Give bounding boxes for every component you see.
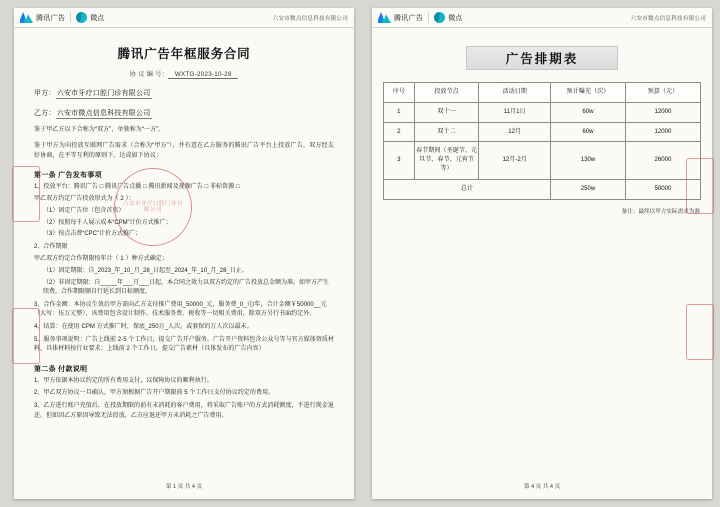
clause-item: （1）固定期限：自_2023_年_10_月_28_日起至_2024_年_10_月_28_日止。 <box>43 268 248 275</box>
col-header-budget: 预算（元） <box>625 83 700 103</box>
cell-budget: 12000 <box>625 102 700 122</box>
edge-seal-right-bottom <box>686 304 714 360</box>
header-company-name: 六安市微点信息科技有限公司 <box>630 15 706 22</box>
schedule-body <box>372 28 712 499</box>
party-a-label: 甲方： <box>34 90 56 97</box>
cell-budget: 26000 <box>625 142 700 179</box>
tencent-ads-label: 腾讯广告 <box>394 14 424 22</box>
clause-item: （3）按点击费“CPC”计价方式推广； <box>43 231 142 238</box>
preamble-1: 鉴于甲乙方以下合称为“双方”，单独称为“一方”。 <box>34 127 165 133</box>
section-2-title: 第二条 付款说明 <box>34 365 88 373</box>
party-b-label: 乙方： <box>34 110 56 117</box>
schedule-page-right <box>372 8 712 499</box>
cell-index: 1 <box>384 102 415 122</box>
cell-exposure: 60w <box>550 102 625 122</box>
contract-page-left <box>14 8 354 499</box>
clause-item: 2、甲乙双方协议一旦确认，甲方须根据广告开户期限前 5 个工作日支付协议约定的费用。 <box>34 390 275 397</box>
schedule-table <box>383 82 701 200</box>
page-title: 腾讯广告年框服务合同 <box>117 47 251 61</box>
clause-item: 3、乙方进行账户充值后，在投放期限的前有未消耗的客户费用，将采取广告账户的方式消耗额度，不进行现金退还。但如因乙方原因导致无法投放，乙方应退还甲方未消耗之广告费用。 <box>34 402 334 419</box>
weidian-label: 微点 <box>90 14 105 22</box>
page-footer-left: 第 1 页 共 4 页 <box>165 484 203 490</box>
agreement-number <box>34 69 334 79</box>
table-row <box>384 122 701 142</box>
clause-item: （2）按照每千人展示成本“CPM”计价方式推广； <box>43 219 172 226</box>
col-header-site: 投放节点 <box>414 83 479 103</box>
schedule-remark: 备注：最终以甲方实际需求为准 <box>621 208 700 215</box>
table-header-row <box>384 83 701 103</box>
weidian-label: 微点 <box>448 14 463 22</box>
page-header-left <box>14 8 354 28</box>
page-footer-right: 第 4 页 共 4 页 <box>523 484 561 490</box>
clause-item: 甲乙双方约定广告投放形式为（ 2 ）： <box>34 196 135 203</box>
edge-seal-left-top <box>12 166 40 222</box>
cell-exposure: 130w <box>550 142 625 179</box>
col-header-date: 活动日期 <box>479 83 551 103</box>
party-b-line <box>34 108 334 119</box>
cell-date: 12月-2月 <box>479 142 551 179</box>
edge-seal-left-bottom <box>12 308 40 364</box>
tencent-ads-logo <box>20 12 65 23</box>
header-divider <box>428 12 429 23</box>
weidian-mark-icon <box>76 12 87 23</box>
company-stamp-left-center: 六安市牙疗口腔门诊有限公司 <box>114 168 192 246</box>
cell-budget: 12000 <box>625 122 700 142</box>
tencent-ads-label: 腾讯广告 <box>36 14 66 22</box>
clause-item: 甲乙双方约定合作期限按年计（ 1 ）种方式确定； <box>34 256 168 263</box>
clause-item: 5、服务事项说明：广告上线前 2-5 个工作日，提交广告开户服务，广告开户资料包含公众号等与官方媒体资质材料，具体材料按行业要求；上线前 2 个工作日，提交广告素材（具体发布的广告内容） <box>34 336 334 353</box>
agreement-number-label: 协 议 编 号： <box>129 71 169 78</box>
clause-item: 2、合作期限 <box>34 243 68 250</box>
page-header-right <box>372 8 712 28</box>
cell-total-budget: 50000 <box>625 179 700 199</box>
clause-item: 1、投放平台：腾讯广告 □ 腾讯广告点播 □ 腾讯新闻及视频广告 □ 非标资源 □ <box>34 183 240 190</box>
tencent-ads-mark-icon <box>20 12 33 23</box>
party-a-line <box>34 88 334 99</box>
weidian-mark-icon <box>434 12 445 23</box>
cell-date: 11月1日 <box>479 102 551 122</box>
clause-item: （1）固定广告位（包含首页） <box>43 208 125 215</box>
cell-index: 3 <box>384 142 415 179</box>
clause-item: （2）非固定期限：自_____年___月___日起，本合同之效力以双方约定的广告投放总金额为准。如甲方产生续费，合作期限顺自行延长到目标额度。 <box>43 279 330 296</box>
party-b-value: 六安市微点信息科技有限公司 <box>56 110 151 117</box>
cell-site: 双十二 <box>414 122 479 142</box>
header-divider <box>70 12 71 23</box>
clause-item: 4、结算：在使用 CPM 方式推广时，保底_250万_人次，或套保的万人次以最末。 <box>34 324 253 331</box>
cell-site: 双十一 <box>414 102 479 122</box>
cell-index: 2 <box>384 122 415 142</box>
clause-item: 1、甲方依据本协议约定的所有费用支付，以保障协议的顺利执行。 <box>34 377 213 384</box>
tencent-ads-logo <box>378 12 423 23</box>
cell-total-exposure: 250w <box>550 179 625 199</box>
table-row <box>384 142 701 179</box>
agreement-number-value: WXTG-2023-10-28 <box>168 71 238 79</box>
weidian-logo <box>76 12 104 23</box>
preamble-2: 鉴于甲方为向投放互联网广告需求（合称为“甲方”），并有意在乙方服务的腾讯广告平台上投放广告，双方经友好协商，在平等互利的原则下，达成如下协议： <box>34 143 334 159</box>
weidian-logo <box>434 12 462 23</box>
clause-item: 3、合作金额：本协议生效后甲方需向乙方支付推广费用_50000_元，服务费_0_元/年，合计金额￥50000__元（大写：伍万元整），该费用包含设计制作、技术服务费、税收等一切相关费用，除双方另行书面约定外。 <box>34 301 327 318</box>
header-company-name: 六安市微点信息科技有限公司 <box>272 15 348 22</box>
contract-body <box>14 28 354 499</box>
cell-date: 12月 <box>479 122 551 142</box>
party-a-value: 六安市牙疗口腔门诊有限公司 <box>56 90 151 97</box>
schedule-title: 广告排期表 <box>466 46 618 70</box>
cell-total-label: 总计 <box>384 179 551 199</box>
section-1-title: 第一条 广告发布事项 <box>34 171 102 179</box>
cell-exposure: 60w <box>550 122 625 142</box>
edge-seal-right-top <box>686 158 714 214</box>
table-row <box>384 102 701 122</box>
col-header-index: 序号 <box>384 83 415 103</box>
cell-site: 春节期间（圣诞节、元旦节、春节、元宵节等） <box>414 142 479 179</box>
tencent-ads-mark-icon <box>378 12 391 23</box>
table-total-row <box>384 179 701 199</box>
col-header-exposure: 预计曝光（次） <box>550 83 625 103</box>
